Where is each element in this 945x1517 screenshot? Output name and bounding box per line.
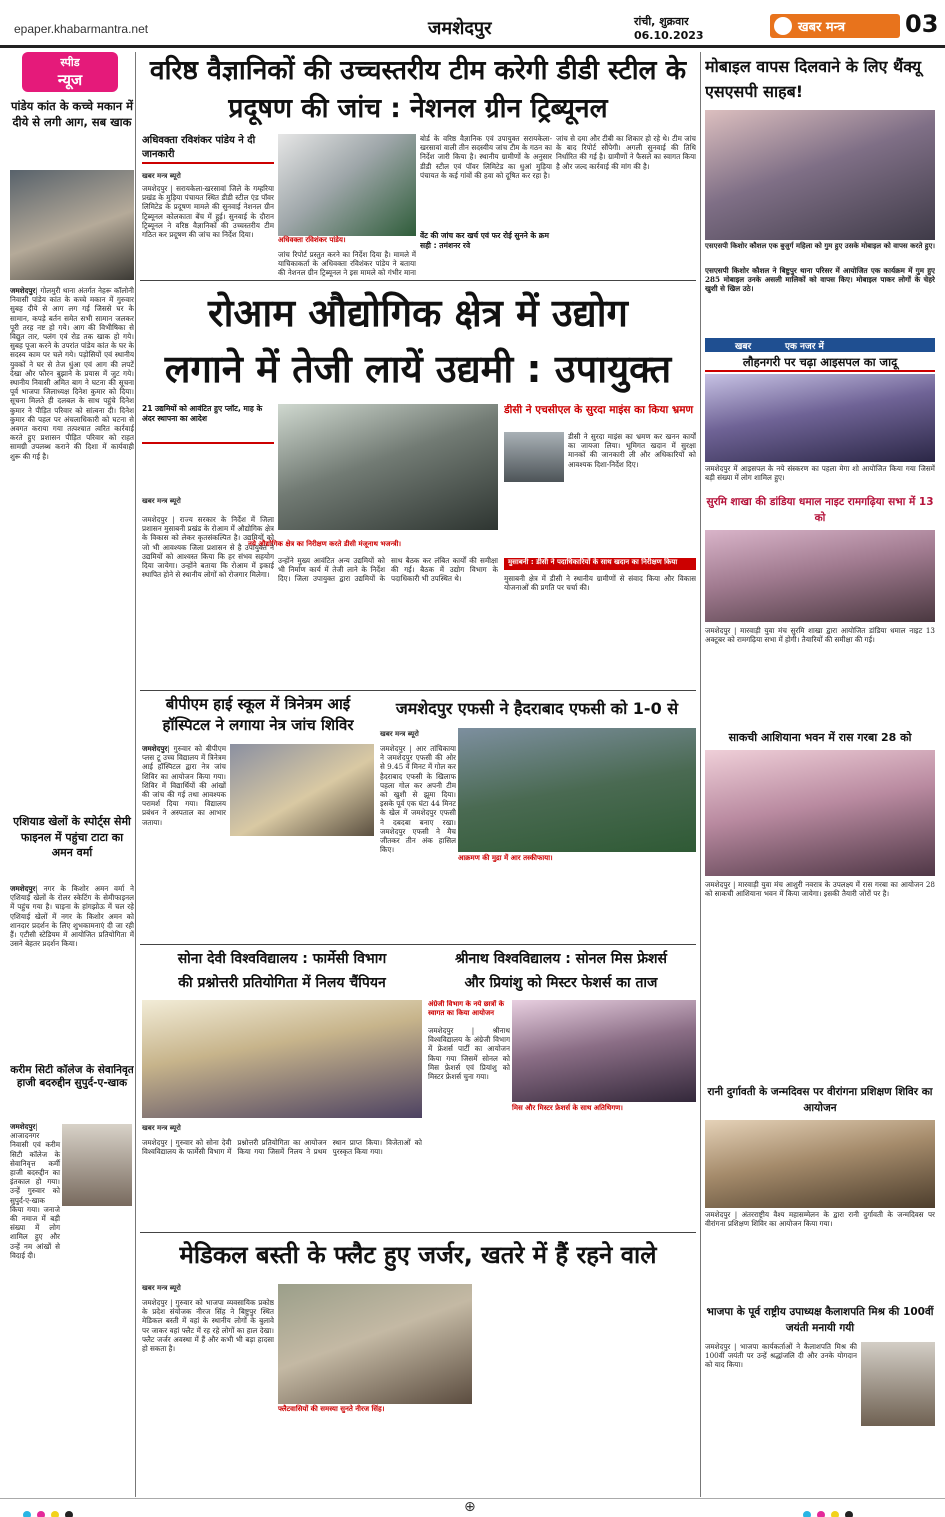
story7-col3 xyxy=(476,1284,696,1488)
story5-headline-line2: की प्रश्नोत्तरी प्रतियोगिता में निलय चैंपियन xyxy=(178,975,386,991)
right-photo4 xyxy=(705,750,935,876)
color-dot-magenta xyxy=(817,1511,825,1517)
right-head2: लौहनगरी पर चढ़ा आइसपल का जादू xyxy=(705,354,935,372)
story2-photo xyxy=(278,404,498,530)
speed-item2-title: एशियाड खेलों के स्पोर्ट्स सेमी फाइनल में पहुंचा टाटा का अमन वर्मा xyxy=(13,815,131,859)
story3-headline: बीपीएम हाई स्कूल में त्रिनेत्रम आई हॉस्पिटल ने लगाया नेत्र जांच शिविर xyxy=(162,695,354,734)
city-name: जमशेदपुर xyxy=(428,18,492,39)
right-body2: जमशेदपुर में आइसपल के नये संस्करण का पहला मेगा शो आयोजित किया गया जिसमें बड़ी संख्या में लोग शामिल हुए। xyxy=(705,464,935,483)
speed-item3-body: | आजादनगर निवासी एवं करीम सिटी कॉलेज के सेवानिवृत्त कर्मी हाजी बदरुद्दीन का इंतकाल हो गया। उन्हें गुरुवार को सुपुर्द-ए-खाक किया गया। जनाजे की नमाज में बड़ी संख्या में लोग शामिल हुए और उन्हें नम आंखों से विदाई दी। xyxy=(10,1122,60,1260)
story1-subhead: वेंट की जांच कर खर्च एवं फर रोई सुनने के क्रम सही : तमंशनर रवे xyxy=(420,231,550,250)
footer-color-bar xyxy=(0,1498,945,1517)
story3-body: | गुरुवार को बीपीएम प्लस टू उच्च विद्यालय में त्रिनेत्रम आई हॉस्पिटल द्वारा नेत्र जांच शिविर का आयोजन किया गया। शिविर में विद्यार्थियों की आंखों की जांच की गई तथा आवश्यक परामर्श दिया गया। विद्यालय प्रबंधन ने अस्पताल का आभार जताया। xyxy=(142,744,226,827)
speed-badge-top: स्पीड xyxy=(60,56,80,69)
story7-headline: मेडिकल बस्ती के फ्लैट हुए जर्जर, खतरे में हैं रहने वाले xyxy=(179,1241,657,1269)
story6-body: जमशेदपुर | श्रीनाथ विश्वविद्यालय के अंग्रेजी विभाग में फ्रेशर्स पार्टी का आयोजन किया गया जिसमें सोनल को मिस फ्रेशर्स एवं प्रियांशु को मिस्टर फ्रेशर्स चुना गया। xyxy=(428,1026,510,1082)
speed-news-badge xyxy=(22,52,118,92)
speed-item3-lead: जमशेदपुर xyxy=(10,1122,36,1131)
footer-dots-left xyxy=(20,1504,76,1517)
right-body6: जमशेदपुर | भाजपा कार्यकर्ताओं ने कैलाशपति मिश्र की 100वीं जयंती पर उन्हें श्रद्धांजलि दी और उनके योगदान को याद किया। xyxy=(705,1342,857,1370)
story3-wrap xyxy=(226,744,374,840)
right-body3: जमशेदपुर | मारवाड़ी युवा मंच सुरमि शाखा द्वारा आयोजित डांडिया धमाल नाइट 13 अक्टूबर को रामगढ़िया सभा में होगी। तैयारियों की समीक्षा की गई। xyxy=(705,626,935,645)
issue-date: 06.10.2023 xyxy=(634,29,704,42)
story1-col3: बोर्ड के वरिष्ठ वैज्ञानिक एवं उपायुक्त सरायकेला-खरसावां वाली तीन सदस्यीय जांच टीम के गठन का निर्देश जारी किया है। स्थानीय ग्रामीणों के अनुसार डीडी स्टील एवं पॉवर लिमिटेड का धुआं मुड़िया पंचायत के कई गांवों की हवा को दूषित कर रहा है। xyxy=(420,134,552,180)
masthead xyxy=(0,0,945,48)
story1-photo xyxy=(278,134,416,236)
story1-photo-caption: अधिवक्ता रविशंकर पांडेय। xyxy=(278,236,416,248)
story1-col2: जांच रिपोर्ट प्रस्तुत करने का निर्देश दिया है। मामले में याचिकाकर्ता के अधिवक्ता रविशंकर पांडेय ने बताया की नेशनल ग्रीन ट्रिब्यूनल ने इस मामले को गंभीर माना xyxy=(278,250,416,277)
story2-sidebar2-body: मुसाबनी क्षेत्र में डीसी ने स्थानीय ग्रामीणों से संवाद किया और विकास योजनाओं की प्रगति पर चर्चा की। xyxy=(504,574,696,593)
story5-headline-line1: सोना देवी विश्वविद्यालय : फार्मेसी विभाग xyxy=(177,951,387,967)
speed-item2-lead: जमशेदपुर xyxy=(10,884,36,893)
right-photo3 xyxy=(705,530,935,622)
speed-item1-text xyxy=(10,286,134,806)
brand-logo xyxy=(770,14,900,38)
site-url[interactable]: epaper.khabarmantra.net xyxy=(14,22,149,36)
footer-dots-right xyxy=(800,1504,856,1517)
story1-col4: जांच से दमा और टीबी का शिकार हो रहे थे। टीम जांच के बाद रिपोर्ट सौंपेगी। अगली सुनवाई की तिथि निर्धारित की गई है। ग्रामीणों ने फैसले का स्वागत किया है और जल्द कार्रवाई की मांग की है। xyxy=(556,134,696,171)
color-dot-cyan xyxy=(803,1511,811,1517)
story4-headline: जमशेदपुर एफसी ने हैदराबाद एफसी को 1-0 से xyxy=(395,699,679,718)
right-body4: जमशेदपुर | मारवाड़ी युवा मंच आशुरी नवरात्र के उपलक्ष्य में रास गरबा का आयोजन 28 को साकची आशियाना भवन में किया जायेगा। इसकी तैयारी जोरों पर है। xyxy=(705,880,935,899)
story3-text xyxy=(142,744,374,940)
story2-body2: उन्होंने मुख्य आवंटित अन्य उद्यमियों को भी निर्माण कार्य में तेजी लाने के निर्देश दिए। जिला उपायुक्त द्वारा उद्यमियों के साथ बैठक कर लंबित कार्यों की समीक्षा की गई। बैठक में उद्योग विभाग के पदाधिकारी भी उपस्थित थे। xyxy=(278,556,498,584)
speed-item1-body: | गोलमुरी थाना अंतर्गत नेहरू कॉलोनी निवासी पांडेय कांत के कच्चे मकान में गुरुवार सुबह दीये से आग लग गई जिससे घर के सामान, कपड़े बर्तन समेत सभी सामान जलकर पूरी तरह नष्ट हो गये। आग की विभीषिका से विद्युत तार, पलंग एवं रोड तक खाक हो गये। सुबह पूजा करने के उपरांत पांडेय कांत के घर के सदस्य काम पर चले गये। पड़ोसियों एवं स्थानीय युवकों ने घर से तेज धुंआ एवं आग की लपटें देखा और फौरन बुझाने के प्रयास में जुट गये। स्थानीय निवासी अमित बाग ने घटना की सूचना पूर्व भाजपा जिलाध्यक्ष दिनेश कुमार को दिया। सूचना मिलते ही दलबल के साथ पहुंचे दिनेश कुमार ने पीड़ित परिवार को सांत्वना दी। दिनेश कुमार की पहल पर अंचलाधिकारी को घटना से अवगत कराया गया तत्पश्चात त्वरित कार्रवाई करते हुए प्रशासन पीड़ित परिवार को राहत सामग्री उपलब्ध कराने की दिशा में कार्यवाही शुरू की गई है। xyxy=(10,286,134,461)
right-head5: रानी दुर्गावती के जन्मदिवस पर वीरांगना प्रशिक्षण शिविर का आयोजन xyxy=(707,1086,933,1114)
story1-col3-cont xyxy=(420,252,552,277)
story1-byline: खबर मन्त्र ब्यूरो xyxy=(142,172,181,180)
story5-photo xyxy=(142,1000,422,1118)
story1-headline: वरिष्ठ वैज्ञानिकों की उच्चस्तरीय टीम करेगी डीडी स्टील के प्रदूषण की जांच : नेशनल ग्रीन ट्रिब्यूनल xyxy=(149,55,687,124)
right-body5: जमशेदपुर | अंतरराष्ट्रीय वैश्य महासम्मेलन के द्वारा रानी दुर्गावती के जन्मदिवस पर वीरांगना प्रशिक्षण शिविर का आयोजन किया गया। xyxy=(705,1210,935,1229)
story5-body: जमशेदपुर | गुरुवार को सोना देवी विश्वविद्यालय के फार्मेसी विभाग में प्रश्नोत्तरी प्रतियोगिता का आयोजन किया गया जिसमें निलय ने प्रथम स्थान प्राप्त किया। विजेताओं को पुरस्कृत किया गया। xyxy=(142,1138,422,1157)
page-number: 03 xyxy=(905,10,939,38)
story4-photo xyxy=(458,728,696,852)
right-body1: एसएसपी किशोर कौशल ने बिष्टुपुर थाना परिसर में आयोजित एक कार्यक्रम में गुम हुए 285 मोबाइल उनके असली मालिकों को वापस किए। मोबाइल पाकर लोगों के चेहरे खुशी से खिल उठे। xyxy=(705,266,935,294)
color-dot-yellow xyxy=(831,1511,839,1517)
brand-logo-icon xyxy=(774,17,792,35)
story6-kicker: अंग्रेजी विभाग के नये छात्रों के स्वागत का किया आयोजन xyxy=(428,1000,504,1017)
place-day: रांची, शुक्रवार xyxy=(634,15,689,28)
color-dot-yellow xyxy=(51,1511,59,1517)
story6-headline-line2: और प्रियांशु को मिस्टर फेशर्स का ताज xyxy=(464,975,658,991)
speed-item1-title: पांडेय कांत के कच्चे मकान में दीये से लगी आग, सब खाक xyxy=(11,99,133,129)
story6-headline-line1: श्रीनाथ विश्वविद्यालय : सोनल मिस फ्रेशर्स xyxy=(454,951,668,967)
story6-photo-caption: मिस और मिस्टर फ्रेशर्स के साथ अतिथिगण। xyxy=(512,1104,696,1116)
right-cap1: एसएसपी किशोर कौशल एक बुजुर्ग महिला को गुम हुए उसके मोबाइल को वापस करते हुए। xyxy=(705,242,935,264)
color-dot-black xyxy=(65,1511,73,1517)
story3-lead: जमशेदपुर xyxy=(142,744,168,753)
story2-sidebar-photo xyxy=(504,432,564,482)
right-photo2 xyxy=(705,374,935,462)
right-head1: मोबाइल वापस दिलवाने के लिए थैंक्यू एसएसपी साहब! xyxy=(705,57,922,101)
story2-headline-line1: रोआम औद्योगिक क्षेत्र में उद्योग xyxy=(208,291,628,335)
right-head6: भाजपा के पूर्व राष्ट्रीय उपाध्यक्ष कैलाशपति मिश्र की 100वीं जयंती मनायी गयी xyxy=(706,1306,934,1334)
story4-photo-caption: आक्रमण की मुद्रा में आर तस्कीफाया। xyxy=(458,854,696,866)
footer-symbol: ⊕ xyxy=(464,1499,476,1515)
brand-name: खबर मन्त्र xyxy=(798,20,846,35)
right-column xyxy=(700,52,937,1497)
story7-byline: खबर मन्त्र ब्यूरो xyxy=(142,1284,181,1292)
story7-photo xyxy=(278,1284,472,1404)
speed-item1-lead: जमशेदपुर xyxy=(10,286,36,295)
story2-sidebar-title: डीसी ने एचसीएल के सुरदा माइंस का किया भ्रमण xyxy=(504,404,694,416)
right-tag-bar xyxy=(705,338,935,352)
story1-kicker: अधिवक्ता रविशंकर पांडेय ने दी जानकारी xyxy=(142,134,274,164)
story7-col1: जमशेदपुर | गुरुवार को भाजपा व्यवसायिक प्रकोष्ठ के प्रदेश संयोजक नीरज सिंह ने बिष्टुपुर स्थित मेडिकल बस्ती में वहां के स्थानीय लोगों के बुलावे पर जाकर वहां फ्लैट में रह रहे लोगों का हाल देखा। फ्लैट जर्जर अवस्था में हैं और कभी भी बड़ा हादसा हो सकता है। xyxy=(142,1298,274,1354)
story7-photo-caption: फ्लैटवासियों की समस्या सुनते नीरज सिंह। xyxy=(278,1405,472,1417)
divider xyxy=(140,690,696,691)
right-photo1 xyxy=(705,110,935,240)
speed-item2-text xyxy=(10,884,134,1059)
story2-sidebar2-caption: मुसाबनी : डीसी ने पदाधिकारियों के साथ खदान का निरीक्षण किया xyxy=(504,558,696,570)
story6-body-cont xyxy=(428,1120,696,1228)
story2-headline-line2: लगाने में तेजी लायें उद्यमी : उपायुक्त xyxy=(164,347,672,391)
speed-badge-bottom: न्यूज xyxy=(57,71,83,89)
right-tag-label: एक नजर में xyxy=(785,342,824,352)
story2-photo-caption: नये औद्योगिक क्षेत्र का निरीक्षण करते डीसी मंजूनाथ भजन्त्री। xyxy=(248,540,498,552)
divider xyxy=(140,280,696,281)
right-photo5 xyxy=(705,1120,935,1208)
story2-byline: खबर मन्त्र ब्यूरो xyxy=(142,497,181,505)
color-dot-cyan xyxy=(23,1511,31,1517)
right-photo6 xyxy=(861,1342,935,1426)
divider xyxy=(140,944,696,945)
speed-news-column xyxy=(8,52,136,1497)
right-head3: सुरमि शाखा की डांडिया धमाल नाइट रामगढ़िया सभा में 13 को xyxy=(706,496,934,524)
right-tag-brand: खबर xyxy=(735,342,752,352)
story2-sidebar-body: डीसी ने सुरदा माइंस का भ्रमण कर खनन कार्यों का जायजा लिया। भूमिगत खदान में सुरक्षा मानकों की जानकारी ली और अधिकारियों को आवश्यक दिशा-निर्देश दिए। xyxy=(568,432,696,469)
story2-body: जमशेदपुर | राज्य सरकार के निर्देश में जिला प्रशासन मुसाबनी प्रखंड के रोआम में औद्योगिक क्षेत्र के विकास को लेकर कृतसंकल्पित है। उद्यमियों को जो भी आवश्यक जिला प्रशासन से है उपायुक्त ने उद्यमियों को आश्वस्त किया कि हर संभव सहयोग दिया जायेगा। उन्होंने बताया कि रोआम में इकाई स्थापित होने से स्थानीय लोगों को रोजगार मिलेगा। xyxy=(142,515,274,580)
color-dot-black xyxy=(845,1511,853,1517)
right-head4: साकची आशियाना भवन में रास गरबा 28 को xyxy=(728,731,912,744)
story2-kicker: 21 उद्यमियों को आवंटित हुए प्लॉट, माह के अंदर स्थापना का आदेश xyxy=(142,404,274,444)
story6-photo xyxy=(512,1000,696,1102)
speed-item3-text xyxy=(10,1122,134,1497)
story4-col2 xyxy=(458,868,696,940)
story7-col2 xyxy=(278,1420,472,1488)
speed-item2-body: | नगर के किशोर अमन वर्मा ने एशियाई खेलों के रोलर स्केटिंग के सेमीफाइनल में पहुंच गया है। चाइना के हांगझोऊ में चल रहे एशियाई खेलों में नगर के किशोर अमन को शानदार प्रदर्शन के लिए शुभकामनाएं दी जा रही हैं। एटीसी स्टेडियम में आयोजित प्रतियोगिता में उसने बेहतर प्रदर्शन किया। xyxy=(10,884,134,949)
story4-byline: खबर मन्त्र ब्यूरो xyxy=(380,730,419,738)
speed-item3-title: करीम सिटी कॉलेज के सेवानिवृत हाजी बदरुद्दीन सुपुर्द-ए-खाक xyxy=(10,1064,134,1089)
story5-byline: खबर मन्त्र ब्यूरो xyxy=(142,1124,181,1132)
color-dot-magenta xyxy=(37,1511,45,1517)
story4-col1: जमशेदपुर | आर तांचिकाया ने जमशेदपुर एफसी की ओर से 9.45 वें मिनट में गोल कर हैदराबाद एफसी के खिलाफ पहला गोल कर अपनी टीम को खुशी से झूमा दिया। इसके पूर्व एक घंटा 44 मिनट के खेल में जमशेदपुर एफसी ने दबदबा बनाए रखा। जमशेदपुर एफसी ने मैच जीतकर तीन अंक हासिल किए। xyxy=(380,744,456,855)
speed-item1-photo xyxy=(10,170,134,280)
story1-col1: जमशेदपुर | सरायकेला-खरसावां जिले के गम्हरिया प्रखंड के मुड़िया पंचायत स्थित डीडी स्टील एंड पॉवर लिमिटेड के प्रदूषण मामले की सुनवाई नेशनल ग्रीन ट्रिब्यूनल कोलकाता बेंच में हुई। सुनवाई के दौरान ट्रिब्यूनल ने वरिष्ठ वैज्ञानिकों की उच्चस्तरीय टीम गठित कर प्रदूषण की जांच का निर्देश दिया। xyxy=(142,184,274,240)
divider xyxy=(140,1232,696,1233)
